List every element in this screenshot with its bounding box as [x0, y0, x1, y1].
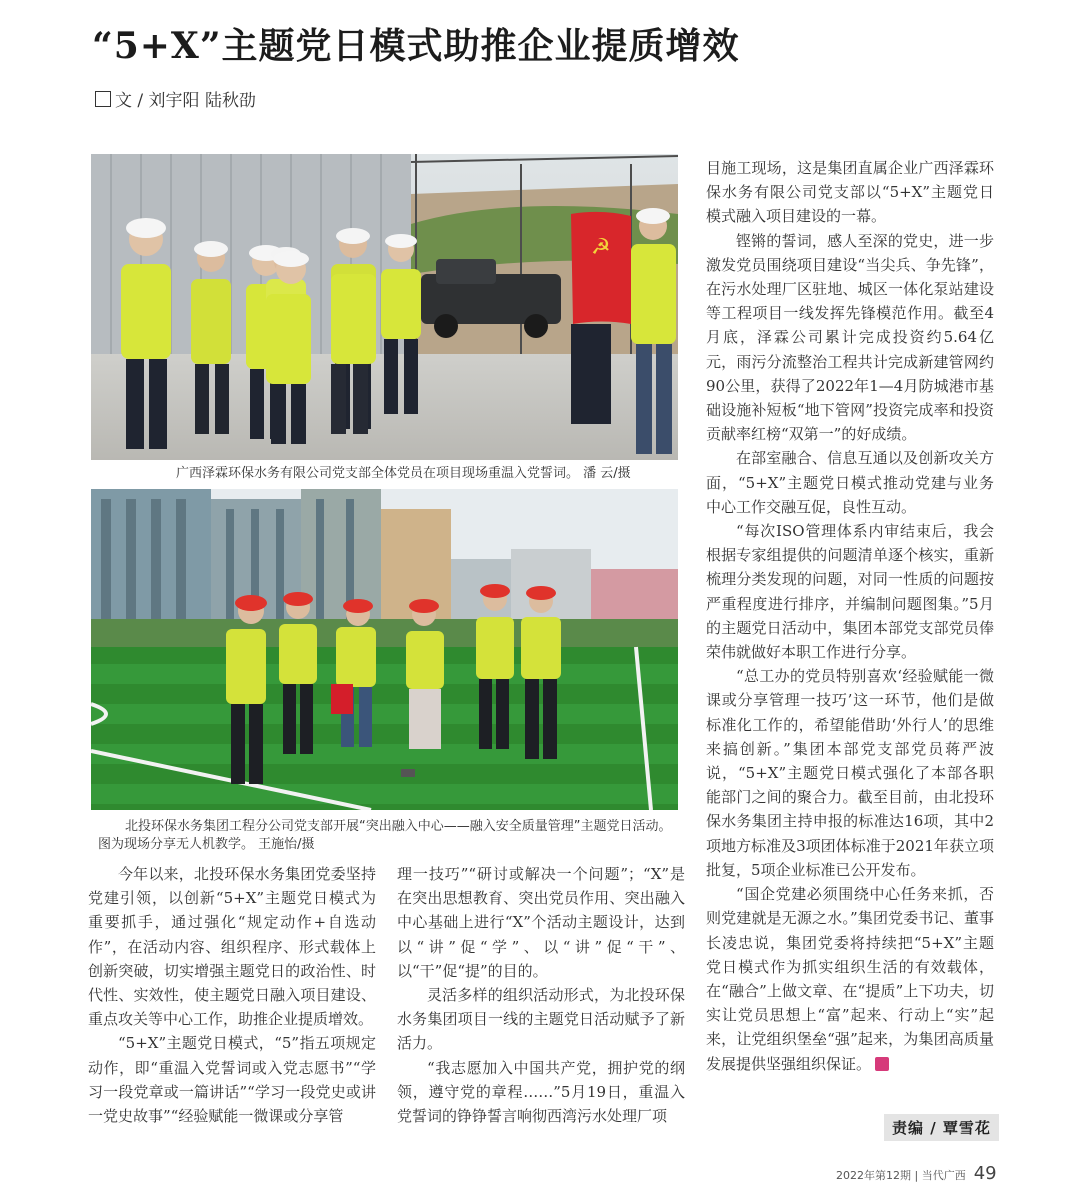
- end-mark-icon: [875, 1057, 889, 1071]
- col1-paragraph-1: 今年以来，北投环保水务集团党委坚持党建引领，以创新“5+X”主题党日模式为重要抓手，通过强化“规定动作+自选动作”，在活动内容、组织程序、形式载体上创新突破，切实增强主题党日的政治性、时代性、实效性，使主题党日融入项目建设、重点攻关等中心工作，助推企业提质增效。: [88, 865, 376, 1029]
- column-2: [397, 862, 685, 1128]
- byline-authors: 文 / 刘宇阳 陆秋劭: [115, 91, 256, 111]
- col3-paragraph-5: “总工办的党员特别喜欢‘经验赋能一微课或分享管理一技巧’这一环节，他们是做标准化工作的，希望能借助‘外行人’的思维来搞创新。”集团本部党支部党员蒋严波说，“5+X”主题党日模式强化了本部各职能部门之间的聚合力。截至目前，由北投环保水务集团主持申报的标准达16项，其中2项地方标准及3项团体标准于2021年获立项批复，5项企业标准已公开发布。: [706, 667, 994, 879]
- photo-drone-caption: 北投环保水务集团工程分公司党支部开展“突出融入中心——融入安全质量管理”主题党日活动。图为现场分享无人机教学。 王施怡/摄: [98, 819, 672, 852]
- col2-paragraph-1: 理一技巧”“研讨或解决一个问题”；“X”是在突出思想教育、突出党员作用、突出融入中心基础上进行“X”个活动主题设计，达到以“讲”促“学”、以“讲”促“干”、以“干”促“提”的目的。: [397, 865, 685, 980]
- byline: [95, 86, 256, 111]
- page-number: 49: [973, 1163, 997, 1184]
- col3-paragraph-6: [706, 882, 994, 1076]
- svg-text:☭: ☭: [591, 235, 611, 260]
- column-1: [88, 862, 376, 1128]
- photo-oath-ceremony: [91, 154, 678, 460]
- col3-paragraph-3: 在部室融合、信息互通以及创新攻关方面，“5+X”主题党日模式推动党建与业务中心工作交融互促，良性互动。: [706, 449, 994, 516]
- col1-paragraph-2: “5+X”主题党日模式，“5”指五项规定动作，即“重温入党誓词或入党志愿书”“学习一段党章或一篇讲话”“学习一段党史或讲一党史故事”“经验赋能一微课或分享管: [88, 1034, 376, 1126]
- byline-box-icon: [95, 91, 111, 107]
- page-footer: [836, 1163, 997, 1184]
- col3-paragraph-1: 目施工现场，这是集团直属企业广西泽霖环保水务有限公司党支部以“5+X”主题党日模式融入项目建设的一幕。: [706, 159, 994, 226]
- col3-paragraph-4: “每次ISO管理体系内审结束后，我会根据专家组提供的问题清单逐个核实，重新梳理分类发现的问题，对同一性质的问题按严重程度进行排序，并编制问题图集。”5月的主题党日活动中，集团本部党支部党员俸荣伟就做好本职工作进行分享。: [706, 522, 994, 662]
- col3-paragraph-6-text: “国企党建必须围绕中心任务来抓，否则党建就是无源之水。”集团党委书记、董事长凌忠说，集团党委将持续把“5+X”主题党日模式作为抓实组织生活的有效载体，在“融合”上做文章、在“提质”上下功夫，切实让党员思想上“富”起来、行动上“实”起来，让党组织堡垒“强”起来，为集团高质量发展提供坚强组织保证。: [706, 885, 994, 1073]
- col2-paragraph-3: “我志愿加入中国共产党，拥护党的纲领，遵守党的章程……”5月19日，重温入党誓词的铮铮誓言响彻西湾污水处理厂项: [397, 1058, 685, 1126]
- photo-oath-caption: 广西泽霖环保水务有限公司党支部全体党员在项目现场重温入党誓词。 潘 云/摄: [176, 466, 631, 481]
- article-title: “5+X”主题党日模式助推企业提质增效: [92, 25, 740, 67]
- col2-paragraph-2: 灵活多样的组织活动形式，为北投环保水务集团项目一线的主题党日活动赋予了新活力。: [397, 986, 685, 1053]
- column-3: [706, 156, 994, 1076]
- col3-paragraph-2: 铿锵的誓词，感人至深的党史，进一步激发党员围绕项目建设“当尖兵、争先锋”，在污水处理厂区驻地、城区一体化泵站建设等工程项目一线发挥先锋模范作用。截至4月底，泽霖公司累计完成投资约5.64亿元，雨污分流整治工程共计完成新建管网约90公里，获得了2022年1—4月防城港市基础设施补短板“地下管网”投资完成率和投资贡献率红榜“双第一”的好成绩。: [706, 231, 994, 444]
- photo-drone-demo: [91, 489, 678, 810]
- issue-label: 2022年第12期 | 当代广西: [836, 1169, 966, 1182]
- editor-credit: 责编 / 覃雪花: [884, 1114, 999, 1141]
